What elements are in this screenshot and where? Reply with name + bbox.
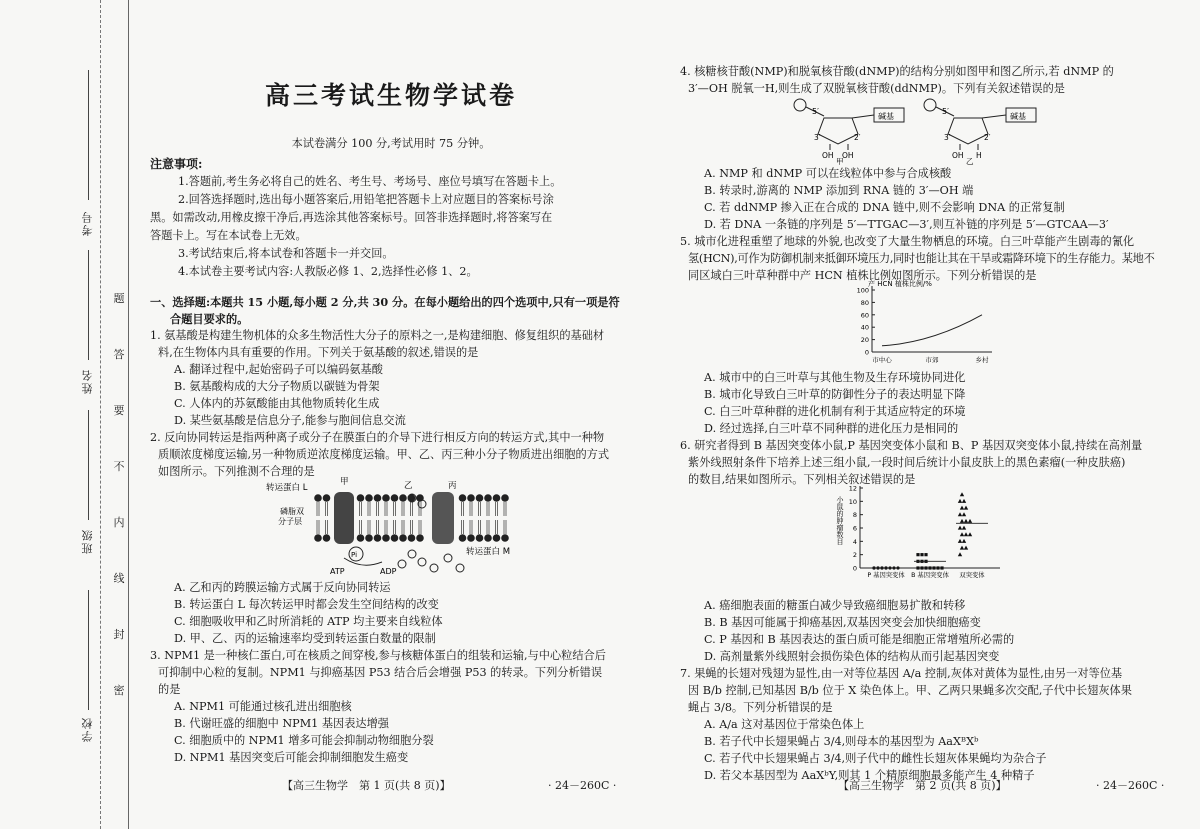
tumor-point-b (920, 566, 923, 569)
tumor-point-b (924, 566, 927, 569)
lipid-head-bottom (357, 534, 365, 542)
lipid-head-bottom (484, 534, 492, 542)
tumor-point-double (962, 499, 966, 503)
atp-label: ATP (330, 567, 345, 576)
tumor-point-double (958, 512, 962, 516)
lipid-head-bottom (476, 534, 484, 542)
q6-stem: 的数目,结果如图所示。下列相关叙述错误的是 (688, 473, 916, 486)
q6-option: C. P 基因和 B 基因表达的蛋白质可能是细胞正常增殖所必需的 (704, 633, 1015, 646)
q7-stem: 因 B/b 控制,已知基因 B/b 位于 X 染色体上。甲、乙两只果蝇多次交配,子代中长翅灰体果 (688, 684, 1132, 697)
lipid-head-bottom (382, 534, 390, 542)
binding-solid-line (128, 0, 129, 829)
dnmp-h: H (976, 151, 982, 160)
q1-option: C. 人体内的苏氨酸能由其他物质转化生成 (174, 397, 380, 410)
tumor-y-tick-label: 6 (852, 524, 857, 533)
lipid-head-top (493, 494, 501, 502)
lipid-head-top (399, 494, 407, 502)
q3-option: A. NPM1 可能通过核孔进出细胞核 (174, 700, 352, 713)
q4-stem: 4. 核糖核苷酸(NMP)和脱氧核苷酸(dNMP)的结构分别如图甲和图乙所示,若 dNMP 的 (680, 65, 1114, 78)
fig-yi-label: 乙 (966, 157, 974, 166)
bilayer-label-2: 分子层 (278, 517, 302, 526)
adp-label: ADP (380, 567, 397, 576)
q1-option: D. 某些氨基酸是信息分子,能参与胞间信息交流 (174, 414, 406, 427)
q6-option: B. B 基因可能属于抑癌基因,双基因突变会加快细胞癌变 (704, 616, 981, 629)
q5-option: C. 白三叶草种群的进化机制有利于其适应特定的环境 (704, 405, 966, 418)
tumor-point-double (958, 539, 962, 543)
q4-option: B. 转录时,游离的 NMP 添加到 RNA 链的 3′—OH 端 (704, 184, 974, 197)
tumor-x-tick-label: B 基因突变体 (911, 572, 949, 579)
nmp-base: 碱基 (878, 112, 894, 121)
q1-stem: 1. 氨基酸是构建生物机体的众多生物活性大分子的原料之一,是构建细胞、修复组织的基础材 (150, 329, 605, 342)
tumor-point-double (962, 512, 966, 516)
tumor-point-double (958, 552, 962, 556)
q5-stem: 氢(HCN),可作为防御机制来抵御环境压力,同时也能让其在干旱或霜降环境下的生存能力。某地不 (688, 252, 1155, 265)
q7-option: A. A/a 这对基因位于常染色体上 (704, 718, 865, 731)
lipid-head-bottom (416, 534, 424, 542)
lipid-head-bottom (374, 534, 382, 542)
q7-option: B. 若子代中长翅果蝇占 3/4,则母本的基因型为 AaXᴮXᵇ (704, 735, 979, 748)
transporter-m-shape (432, 492, 454, 544)
hcn-y-tick-label: 40 (860, 323, 869, 332)
tumor-point-b (928, 566, 931, 569)
q1-option: A. 翻译过程中,起始密码子可以编码氨基酸 (174, 363, 383, 376)
nmp-2prime: 2′ (854, 133, 861, 142)
footer-right-code: · 24－260C · (1096, 779, 1165, 792)
q6-stem: 6. 研究者得到 B 基因突变体小鼠,P 基因突变体小鼠和 B、P 基因双突变体小鼠,持续在高剂量 (680, 439, 1143, 452)
tumor-point-double (960, 506, 964, 510)
q3-option: D. NPM1 基因突变后可能会抑制细胞发生癌变 (174, 751, 409, 764)
tumor-point-b (932, 566, 935, 569)
molecule-bing-label: 丙 (448, 481, 457, 491)
q5-option: A. 城市中的白三叶草与其他生物及生存环境协同进化 (704, 371, 966, 384)
q5-stem: 5. 城市化进程重塑了地球的外貌,也改变了大量生物栖息的环境。白三叶草能产生剧毒的氰化 (680, 235, 1135, 248)
q7-stem: 7. 果蝇的长翅对残翅为显性,由一对等位基因 A/a 控制,灰体对黄体为显性,由另一对等位基 (680, 667, 1123, 680)
hcn-y-tick-label: 0 (864, 348, 869, 357)
tumor-point-b (936, 566, 939, 569)
dnmp-2prime: 2′ (984, 133, 991, 142)
tumor-point-double (968, 532, 972, 536)
atp-arrow (344, 558, 382, 565)
q2-option: C. 细胞吸收甲和乙时所消耗的 ATP 均主要来自线粒体 (174, 615, 443, 628)
warning-char: 内 (113, 516, 125, 529)
tumor-point-double (958, 526, 962, 530)
hcn-x-tick-label: 市中心 (872, 356, 892, 364)
footer-left-page: 【高三生物学 第 1 页(共 8 页)】 (282, 779, 451, 792)
tumor-point-b (916, 553, 919, 556)
field-class-line[interactable] (88, 410, 89, 520)
lipid-head-bottom (493, 534, 501, 542)
lipid-head-top (501, 494, 509, 502)
q6-option: D. 高剂量紫外线照射会损伤染色体的结构从而引起基因突变 (704, 650, 1000, 663)
q4-stem: 3′—OH 脱氧一H,则生成了双脱氧核苷酸(ddNMP)。下列有关叙述错误的是 (688, 82, 1065, 95)
q3-stem: 的是 (158, 683, 181, 696)
hcn-proportion-chart (850, 278, 1000, 368)
hcn-y-tick-label: 20 (860, 336, 869, 345)
nmp-5prime: 5′ (812, 107, 819, 116)
warning-char: 题 (113, 292, 125, 305)
section-heading: 一、选择题:本题共 15 小题,每小题 2 分,共 30 分。在每小题给出的四个选项中,只有一项是符 (150, 295, 620, 309)
q5-stem: 同区域白三叶草种群中产 HCN 植株比例如图所示。下列分析错误的是 (688, 269, 1037, 282)
transporter-m-label: 转运蛋白 M (466, 547, 511, 557)
pi-label: Pi (351, 551, 358, 559)
warning-char: 不 (113, 460, 125, 473)
transporter-l-label: 转运蛋白 L (266, 483, 308, 493)
hcn-x-tick-label: 乡村 (975, 356, 989, 364)
q4-option: C. 若 ddNMP 掺入正在合成的 DNA 链中,则不会影响 DNA 的正常复制 (704, 201, 1065, 214)
q7-option: C. 若子代中长翅果蝇占 3/4,则子代中的雌性长翅灰体果蝇均为杂合子 (704, 752, 1047, 765)
page-title: 高三考试生物学试卷 (264, 81, 517, 110)
tumor-y-tick-label: 8 (852, 511, 857, 520)
q2-stem: 2. 反向协同转运是指两种离子或分子在膜蛋白的介导下进行相反方向的转运方式,其中一种物 (150, 431, 605, 444)
hcn-y-tick-label: 100 (856, 286, 869, 295)
nmp-oh-2: OH (842, 151, 854, 160)
lipid-head-top (484, 494, 492, 502)
lipid-head-bottom (399, 534, 407, 542)
tumor-y-tick-label: 0 (852, 564, 857, 573)
lipid-head-bottom (459, 534, 467, 542)
section-heading-cont: 合题目要求的。 (170, 312, 249, 326)
warning-char: 答 (113, 348, 125, 361)
q1-option: B. 氨基酸构成的大分子物质以碳链为骨架 (174, 380, 380, 393)
nucleotide-structure-figure (790, 98, 1050, 164)
field-name-line[interactable] (88, 250, 89, 360)
lipid-head-bottom (391, 534, 399, 542)
lipid-head-bottom (408, 534, 416, 542)
q2-option: B. 转运蛋白 L 每次转运甲时都会发生空间结构的改变 (174, 598, 439, 611)
q4-option: A. NMP 和 dNMP 可以在线粒体中参与合成核酸 (704, 167, 952, 180)
tumor-count-chart (838, 484, 1008, 596)
molecule-yi-label: 乙 (404, 481, 413, 491)
field-exam-number-label: 考号 (81, 210, 94, 236)
tumor-point-double (964, 532, 968, 536)
lipid-head-top (314, 494, 322, 502)
notice-item: 1.答题前,考生务必将自己的姓名、考生号、考场号、座位号填写在答题卡上。 (178, 175, 562, 188)
tumor-point-double (960, 492, 964, 496)
notice-heading: 注意事项: (150, 157, 203, 171)
tumor-point-double (962, 539, 966, 543)
lipid-head-top (467, 494, 475, 502)
hcn-series-line (882, 315, 982, 346)
field-name-label: 姓名 (81, 368, 94, 394)
q2-stem: 如图所示。下列推测不合理的是 (158, 465, 315, 478)
notice-item: 3.考试结束后,将本试卷和答题卡一并交回。 (178, 247, 394, 260)
lipid-head-bottom (323, 534, 331, 542)
q3-stem: 3. NPM1 是一种核仁蛋白,可在核质之间穿梭,参与核糖体蛋白的组装和运输,与中心粒结合后 (150, 649, 606, 662)
dnmp-3prime: 3′ (944, 133, 951, 142)
lipid-head-top (365, 494, 373, 502)
molecule-circles (398, 494, 464, 572)
tumor-point-b (920, 553, 923, 556)
hcn-chart-ylabel: 产 HCN 植株比例/% (868, 280, 932, 288)
molecule-jia-label: 甲 (340, 477, 349, 487)
lipid-head-bottom (365, 534, 373, 542)
q5-option: B. 城市化导致白三叶草的防御性分子的表达明显下降 (704, 388, 966, 401)
binding-warning (112, 270, 126, 718)
tumor-point-double (960, 519, 964, 523)
tumor-point-b (940, 566, 943, 569)
q3-option: B. 代谢旺盛的细胞中 NPM1 基因表达增强 (174, 717, 389, 730)
warning-char: 要 (113, 404, 125, 417)
lipid-head-top (459, 494, 467, 502)
tumor-x-tick-label: P 基因突变体 (867, 572, 905, 579)
binding-dashed-line (100, 0, 101, 829)
warning-char: 封 (113, 628, 125, 641)
membrane-transport-figure (262, 478, 522, 578)
notice-item: 2.回答选择题时,选出每小题答案后,用铅笔把答题卡上对应题目的答案标号涂 (178, 193, 554, 206)
tumor-chart-ylabel: 小鼠的肿瘤数目 (836, 496, 844, 545)
nmp-oh-3: OH (822, 151, 834, 160)
warning-char: 线 (113, 572, 125, 585)
tumor-point-b (924, 553, 927, 556)
tumor-point-b (916, 566, 919, 569)
tumor-y-tick-label: 4 (852, 537, 857, 546)
lipid-head-top (323, 494, 331, 502)
field-school-line[interactable] (88, 590, 89, 710)
footer-left-code: · 24－260C · (548, 779, 617, 792)
tumor-point-double (960, 546, 964, 550)
q7-stem: 蝇占 3/8。下列分析错误的是 (688, 701, 833, 714)
hcn-y-tick-label: 80 (860, 298, 869, 307)
tumor-point-double (964, 546, 968, 550)
field-class-label: 班级 (81, 528, 94, 554)
q1-stem: 料,在生物体内具有重要的作用。下列关于氨基酸的叙述,错误的是 (158, 346, 479, 359)
notice-item: 答题卡上。写在本试卷上无效。 (150, 229, 307, 242)
lipid-head-top (382, 494, 390, 502)
binding-margin (0, 0, 128, 829)
dnmp-5prime: 5′ (942, 107, 949, 116)
q6-option: A. 癌细胞表面的糖蛋白减少导致癌细胞易扩散和转移 (704, 599, 966, 612)
q3-stem: 可抑制中心粒的复制。NPM1 与抑癌基因 P53 结合后会增强 P53 的转录。下列分析错误 (158, 666, 603, 679)
tumor-y-tick-label: 10 (848, 497, 857, 506)
lipid-head-top (357, 494, 365, 502)
fig-jia-label: 甲 (836, 157, 844, 166)
lipid-head-bottom (467, 534, 475, 542)
notice-item: 黑。如需改动,用橡皮擦干净后,再选涂其他答案标号。回答非选择题时,将答案写在 (150, 211, 553, 224)
q2-option: D. 甲、乙、丙的运输速率均受到转运蛋白数量的限制 (174, 632, 436, 645)
lipid-head-top (476, 494, 484, 502)
q7-option: D. 若父本基因型为 AaXᵇY,则其 1 个精原细胞最多能产生 4 种精子 (704, 769, 1035, 782)
q2-option: A. 乙和丙的跨膜运输方式属于反向协同转运 (174, 581, 391, 594)
tumor-point-double (968, 519, 972, 523)
tumor-y-tick-label: 12 (848, 484, 857, 493)
tumor-point-double (964, 519, 968, 523)
q4-option: D. 若 DNA 一条链的序列是 5′—TTGAC—3′,则互补链的序列是 5′—GTCAA—3′ (704, 218, 1109, 231)
nmp-3prime: 3′ (814, 133, 821, 142)
dnmp-oh: OH (952, 151, 964, 160)
lipid-head-bottom (501, 534, 509, 542)
q6-stem: 紫外线照射条件下培养上述三组小鼠,一段时间后统计小鼠皮肤上的黑色素瘤(一种皮肤癌) (688, 456, 1126, 469)
tumor-point-double (962, 526, 966, 530)
field-school-label: 学校 (81, 716, 94, 742)
q3-option: C. 细胞质中的 NPM1 增多可能会抑制动物细胞分裂 (174, 734, 434, 747)
tumor-point-double (964, 506, 968, 510)
exam-info: 本试卷满分 100 分,考试用时 75 分钟。 (291, 137, 491, 150)
bilayer-label: 磷脂双 (280, 507, 304, 516)
footer-right-page: 【高三生物学 第 2 页(共 8 页)】 (838, 779, 1007, 792)
hcn-y-tick-label: 60 (860, 311, 869, 320)
dnmp-base: 碱基 (1010, 112, 1026, 121)
tumor-point-double (958, 499, 962, 503)
q2-stem: 质顺浓度梯度运输,另一种物质逆浓度梯度运输。甲、乙、丙三种小分子物质进出细胞的方式 (158, 448, 610, 461)
field-exam-number-line[interactable] (88, 70, 89, 200)
notice-item: 4.本试卷主要考试内容:人教版必修 1、2,选择性必修 1、2。 (178, 265, 478, 278)
warning-char: 密 (113, 684, 125, 697)
dnmp-structure (924, 99, 1036, 150)
lipid-head-bottom (314, 534, 322, 542)
tumor-y-tick-label: 2 (852, 551, 857, 560)
tumor-x-tick-label: 双突变体 (959, 572, 985, 579)
lipid-head-top (391, 494, 399, 502)
hcn-x-tick-label: 市郊 (925, 356, 939, 364)
tumor-point-double (960, 532, 964, 536)
q5-option: D. 经过选择,白三叶草不同种群的进化压力是相同的 (704, 422, 959, 435)
transporter-l-shape (334, 492, 354, 544)
lipid-head-top (374, 494, 382, 502)
nmp-structure (794, 99, 904, 150)
